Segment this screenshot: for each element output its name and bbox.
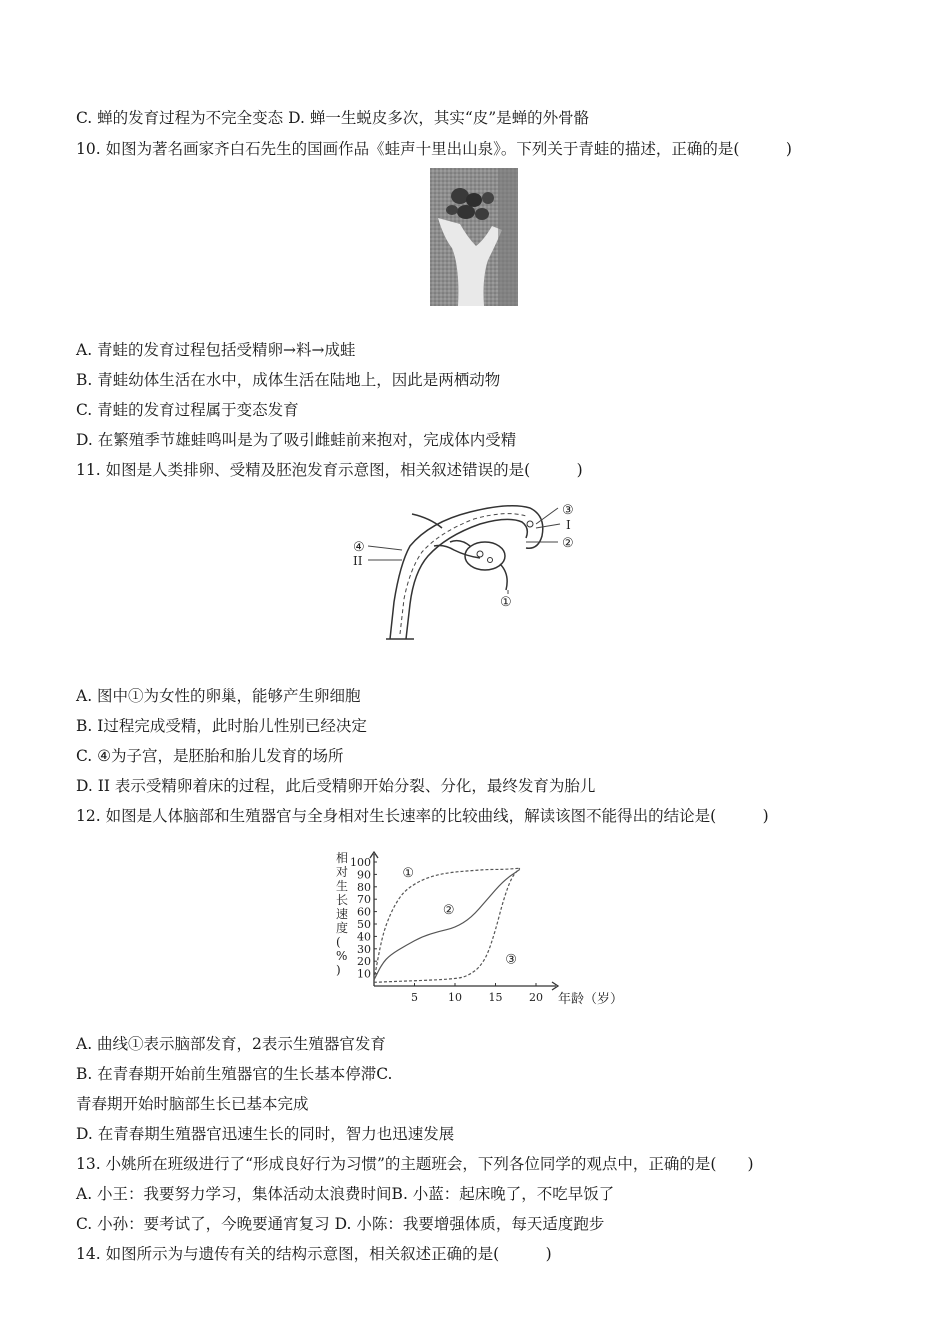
y-tick-label: 90 [357, 868, 371, 882]
question-12: 12. 如图是人体脑部和生殖器官与全身相对生长速率的比较曲线，解读该图不能得出的结论是( ) [76, 807, 769, 825]
x-tick-label: 15 [488, 991, 503, 1004]
y-axis-label-char: 长 [336, 893, 349, 907]
x-tick-label: 20 [529, 991, 543, 1004]
growth-chart [326, 848, 626, 1008]
q11-option-b: B. I过程完成受精，此时胎儿性别已经决定 [76, 717, 367, 735]
series-line-① [374, 865, 520, 980]
series-line-② [374, 869, 520, 979]
y-axis-label-char: ) [336, 963, 341, 977]
label-3: ③ [562, 503, 574, 518]
q10-option-d: D. 在繁殖季节雄蛙鸣叫是为了吸引雌蛙前来抱对，完成体内受精 [76, 431, 517, 449]
q12-option-b: B. 在青春期开始前生殖器官的生长基本停滞C. [76, 1065, 393, 1083]
series-label: ② [442, 903, 455, 919]
q10-option-a: A. 青蛙的发育过程包括受精卵→料→成蛙 [76, 341, 356, 359]
label-roman-2: II [353, 554, 363, 568]
y-tick-label: 80 [357, 880, 371, 894]
q11-option-a: A. 图中①为女性的卵巢，能够产生卵细胞 [76, 687, 361, 705]
q12-option-d: D. 在青春期生殖器官迅速生长的同时，智力也迅速发展 [76, 1125, 455, 1143]
label-2: ② [562, 536, 574, 551]
y-tick-label: 10 [357, 967, 371, 981]
q13-options-cd: C. 小孙：要考试了，今晚要通宵复习 D. 小陈：我要增强体质，每天适度跑步 [76, 1215, 605, 1233]
y-axis-label-char: 速 [336, 907, 349, 921]
x-tick-label: 5 [411, 991, 418, 1004]
q9-options-cd: C. 蝉的发育过程为不完全变态 D. 蝉一生蜕皮多次，其实“皮”是蝉的外骨骼 [76, 109, 590, 127]
series-label: ① [402, 865, 415, 881]
y-axis-label-char: % [336, 949, 348, 963]
question-10: 10. 如图为著名画家齐白石先生的国画作品《蛙声十里出山泉》。下列关于青蛙的描述，正确的是( ) [76, 140, 792, 158]
question-14: 14. 如图所示为与遗传有关的结构示意图，相关叙述正确的是( ) [76, 1245, 552, 1263]
q11-option-d: D. II 表示受精卵着床的过程，此后受精卵开始分裂、分化，最终发育为胎儿 [76, 777, 596, 795]
q12-option-c: 青春期开始时脑部生长已基本完成 [76, 1095, 309, 1113]
q11-option-c: C. ④为子宫，是胚胎和胎儿发育的场所 [76, 747, 344, 765]
y-axis-label-char: 度 [336, 921, 349, 935]
y-axis-label-char: 相 [336, 851, 349, 865]
y-tick-label: 40 [357, 930, 371, 944]
y-tick-label: 100 [350, 856, 371, 869]
q13-options-ab: A. 小王：我要努力学习，集体活动太浪费时间B. 小蓝：起床晚了，不吃早饭了 [76, 1185, 615, 1203]
label-4: ④ [353, 540, 365, 555]
series-line-③ [374, 865, 520, 982]
question-13: 13. 小姚所在班级进行了“形成良好行为习惯”的主题班会，下列各位同学的观点中，正确的是( ) [76, 1155, 754, 1173]
q10-option-b: B. 青蛙幼体生活在水中，成体生活在陆地上，因此是两栖动物 [76, 371, 501, 389]
y-axis-label-char: 对 [336, 865, 349, 879]
y-tick-label: 50 [357, 918, 371, 931]
x-axis-label: 年龄（岁） [558, 992, 624, 1007]
series-label: ③ [505, 952, 517, 968]
y-axis-label [336, 850, 348, 977]
y-axis-label-char: 生 [336, 879, 349, 893]
y-axis-label-char: ( [336, 935, 341, 949]
label-1: ① [500, 595, 512, 610]
y-tick-label: 70 [357, 893, 371, 907]
q10-option-c: C. 青蛙的发育过程属于变态发育 [76, 401, 299, 419]
x-tick-label: 10 [448, 991, 462, 1004]
y-tick-label: 30 [357, 942, 371, 956]
reproduction-diagram [350, 494, 590, 650]
q12-option-a: A. 曲线①表示脑部发育，2表示生殖器官发育 [76, 1035, 386, 1053]
frog-painting-image [430, 168, 518, 306]
label-roman-1: I [566, 518, 571, 532]
y-tick-label: 60 [357, 905, 371, 919]
y-tick-label: 20 [357, 955, 371, 969]
question-11: 11. 如图是人类排卵、受精及胚泡发育示意图，相关叙述错误的是( ) [76, 461, 583, 479]
